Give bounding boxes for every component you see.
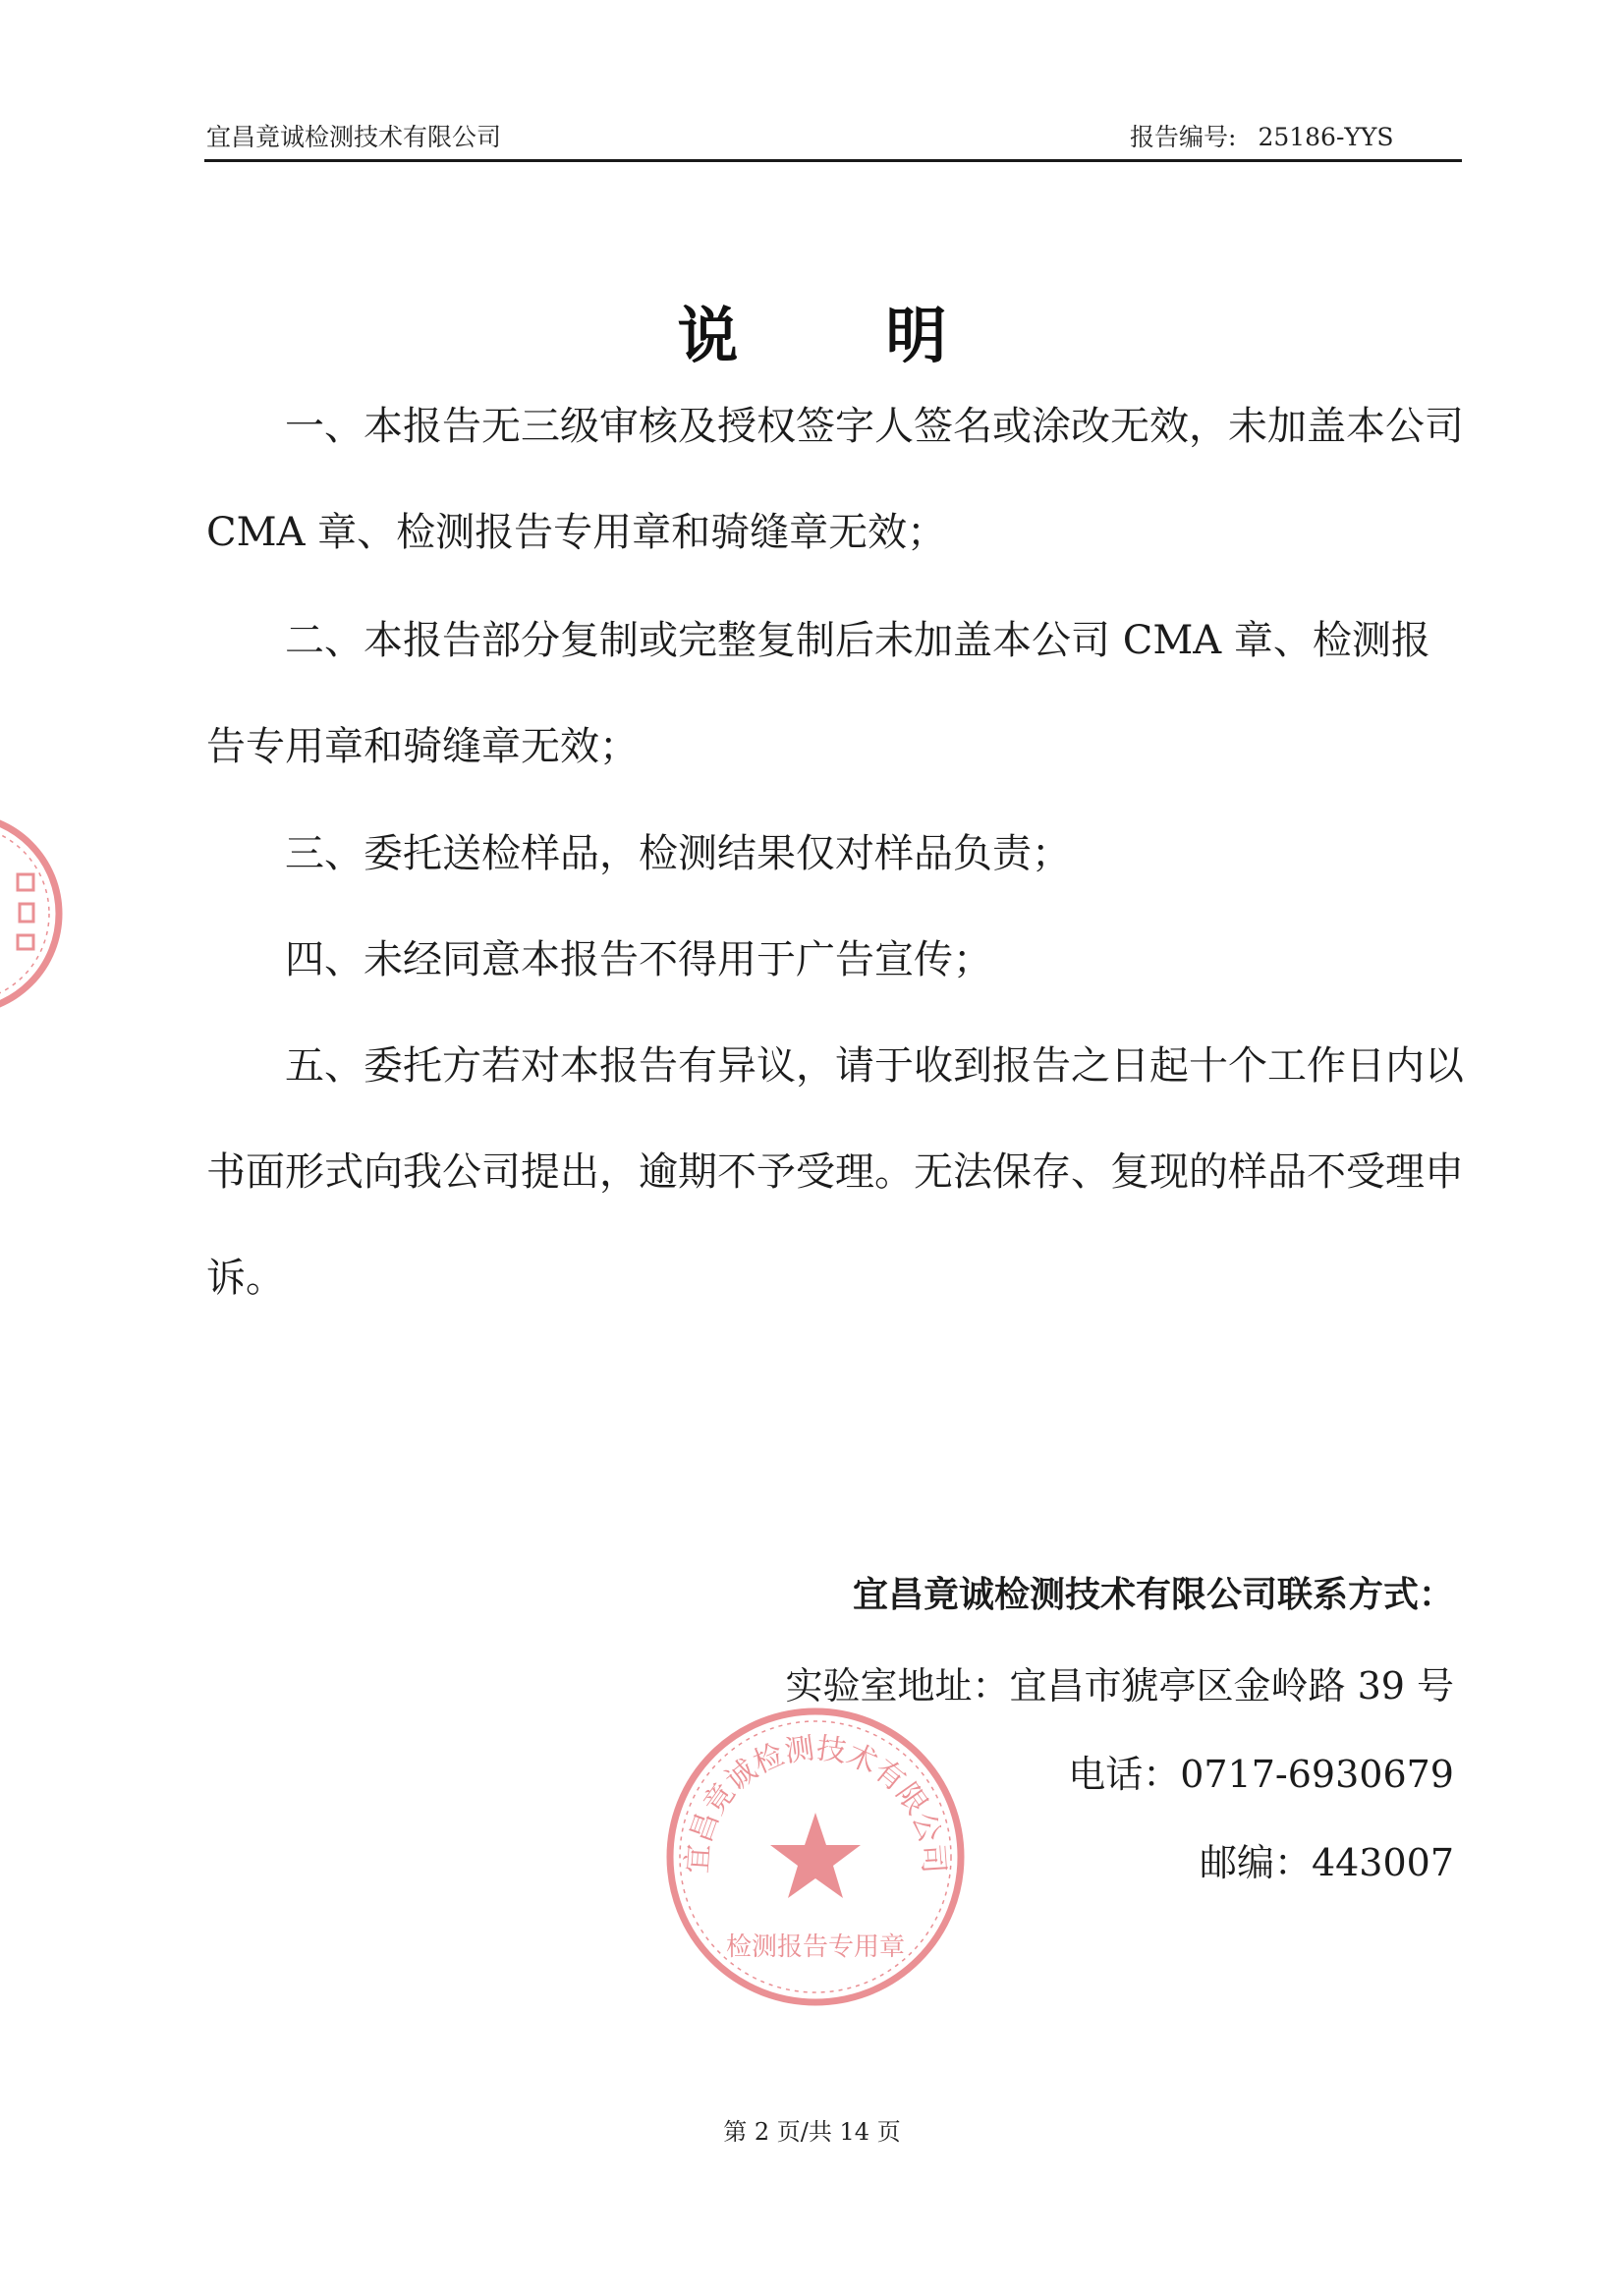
report-number-label: 报告编号: [1130, 123, 1237, 151]
contact-postcode: 邮编：443007 [1199, 1841, 1454, 1884]
company-seal-stamp [663, 1705, 968, 2009]
page-number: 第 2 页/共 14 页 [723, 2118, 901, 2146]
clause-5: 五、委托方若对本报告有异议，请于收到报告之日起十个工作日内以书面形式向我公司提出，逾期不予受理。无法保存、复现的样品不受理申诉。 [206, 1043, 1464, 1301]
contact-address: 实验室地址：宜昌市猇亭区金岭路 39 号 [785, 1664, 1454, 1707]
seam-stamp [0, 766, 69, 1061]
seal-sub-text: 检测报告专用章 [725, 1932, 906, 1962]
seal-star-icon [770, 1813, 861, 1898]
seal-arc-text: 宜昌竟诚检测技术有限公司 [680, 1731, 951, 1875]
header-company: 宜昌竟诚检测技术有限公司 [206, 123, 502, 151]
clause-1: 一、本报告无三级审核及授权签字人签名或涂改无效，未加盖本公司 CMA 章、检测报告专用章和骑缝章无效； [206, 404, 1464, 555]
contact-title: 宜昌竟诚检测技术有限公司联系方式： [852, 1575, 1454, 1615]
header-divider [204, 159, 1462, 162]
clause-3: 三、委托送检样品，检测结果仅对样品负责； [285, 831, 1071, 876]
contact-phone: 电话：0717-6930679 [1068, 1753, 1454, 1796]
clause-4: 四、未经同意本报告不得用于广告宣传； [285, 937, 992, 982]
page-title: 说明 [677, 300, 1094, 371]
clause-2: 二、本报告部分复制或完整复制后未加盖本公司 CMA 章、检测报告专用章和骑缝章无效； [206, 618, 1430, 769]
header-report-number [1130, 118, 1394, 153]
report-number-value: 25186-YYS [1258, 123, 1394, 151]
